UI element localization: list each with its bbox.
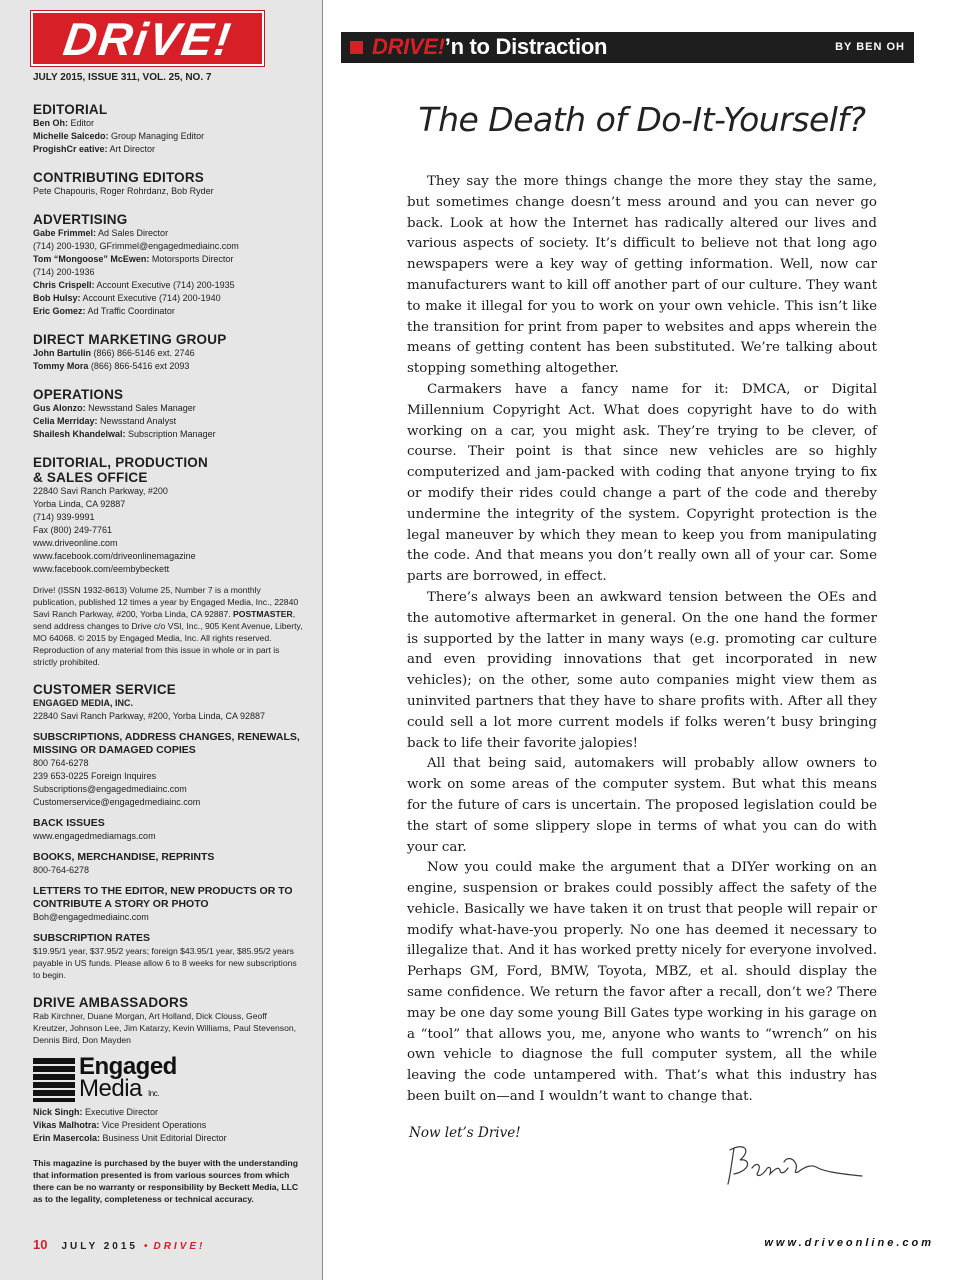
masthead [33,96,303,1205]
disclaimer: This magazine is purchased by the buyer with the understanding that information presented is from various sources from which there can be no warranty or responsibility by Beckett Media, LLC as to the legality, completeness or technical accuracy. [33,1158,299,1204]
letters-heading: LETTERS TO THE EDITOR, NEW PRODUCTS OR TO [33,885,293,897]
footer-url: www.driveonline.com [764,1237,934,1249]
footer-magazine: DRIVE! [153,1241,206,1252]
subscriptions-line: Customerservice@engagedmediainc.com [33,797,201,807]
office-line: Yorba Linda, CA 92887 [33,499,126,509]
column-title: DRIVE!’n to Distraction [372,34,608,59]
masthead-row: Bob Hulsy: Account Executive (714) 200-1940 [33,293,221,303]
office-line: www.facebook.com/eembybeckett [33,564,170,574]
back-issues-url: www.engagedmediamags.com [33,831,156,841]
legal-notice: Drive! (ISSN 1932-8613) Volume 25, Number 7 is a monthly publication, published 12 times a year by Engaged Media, Inc., 22840 Savi Ranch Parkway, #200, Yorba Linda, CA 92887. POSTMASTER, send address changes to Drive c/o VSI, Inc., 905 Kent Avenue, Liberty, MO 64068. © 2015 by Engaged Media, Inc. All rights reserved. Reproduction of any material from this issue in whole or in part is strictly prohibited. [33,585,303,667]
company-name: ENGAGED MEDIA, INC. [33,698,134,708]
article-paragraph: Now you could make the argument that a DIYer working on an engine, suspension or brakes could possibly affect the safety of the vehicle. Basically we have taken it on trust that people will repair or modify what-have-you properly. No one has deemed it necessary to illegalize that. And it has worked pretty nicely for everyone involved. Perhaps GM, Ford, BMW, Toyota, MBZ, et al. should display the same confidence. We return the favor after a recall, don’t we? There may be one day some young Bill Gates type working in his garage on a “tool” that allows you, me, anyone who wants to “wrench” on his own vehicle to diagnose the full computer system, all the while leaving the code untampered with. That’s what this industry has been built on—and I wouldn’t want to change that. [407,860,877,1105]
books-phone: 800-764-6278 [33,865,90,875]
masthead-row: (714) 200-1936 [33,267,95,277]
footer-bullet: • [143,1241,148,1252]
letters-email: Boh@engagedmediainc.com [33,912,149,922]
operations-heading: OPERATIONS [33,387,124,402]
logo-text: DRiVE! [59,12,236,65]
article-paragraph: They say the more things change the more they stay the same, but sometimes change doesn’t mess around and you can never go back. Look at how the Internet has radically altered our lives and various aspects of society. It’s difficult to believe not that long ago newspapers were a key way of getting information. Well, now car manufacturers want to kill off another part of our culture. They want to make it illegal for you to work on your own vehicle. This isn’t like the transition for print from paper to websites and apps wherein the means of getting content has been substituted. We’re talking about stopping something altogether. [407,174,877,377]
masthead-row: Chris Crispell: Account Executive (714) 200-1935 [33,280,235,290]
ambassadors-names: Rab Kirchner, Duane Morgan, Art Holland, Dick Clouss, Geoff Kreutzer, Johnson Lee, Jim Katarzy, Kevin Williams, Paul Stevenson, Dennis Bird, Don Mayden [33,1011,297,1045]
rates-text: $19.95/1 year, $37.95/2 years; foreign $43.95/1 year, $85.95/2 years payable in US funds. Please allow 6 to 8 weeks for new subscriptions to begin. [33,946,297,980]
masthead-row: Gabe Frimmel: Ad Sales Director [33,228,169,238]
drive-logo [31,11,264,66]
subscriptions-line: 239 653-0225 Foreign Inquires [33,771,157,781]
office-line: Fax (800) 249-7761 [33,525,113,535]
executive-row: Erin Masercola: Business Unit Editorial Director [33,1133,227,1143]
masthead-row: ProgishCr eative: Art Director [33,144,156,154]
advertising-heading: ADVERTISING [33,212,128,227]
executive-row: Nick Singh: Executive Director [33,1107,159,1117]
contributing-heading: CONTRIBUTING EDITORS [33,170,205,185]
sidebar-divider [322,0,323,1280]
article-paragraph: There’s always been an awkward tension between the OEs and the automotive aftermarket in general. On the one hand the former is supported by the latter in many ways (e.g. promoting car culture and even providing innovations that get incorporated in new vehicles); on the other, some auto companies might view them as uninvited partners that they have to share profits with. After all they could sell a lot more current models if folks weren’t busy bringing back to life their favorite jalopies! [407,589,877,751]
books-heading: BOOKS, MERCHANDISE, REPRINTS [33,851,215,863]
masthead-row: John Bartulin (866) 866-5146 ext. 2746 [33,348,195,358]
engaged-logo-text: Engaged Media Inc. [79,1053,177,1102]
subscriptions-heading-2: MISSING OR DAMAGED COPIES [33,744,196,756]
masthead-row: Ben Oh: Editor [33,118,95,128]
page-number: 10 [33,1237,48,1252]
office-line: (714) 939-9991 [33,512,95,522]
masthead-row: Celia Merriday: Newsstand Analyst [33,416,177,426]
subscriptions-line: 800 764-6278 [33,758,89,768]
subscriptions-line: Subscriptions@engagedmediainc.com [33,784,187,794]
signoff: Now let’s Drive! [409,1125,521,1141]
issue-line: JULY 2015, ISSUE 311, VOL. 25, NO. 7 [33,72,212,83]
masthead-row: Tom “Mongoose” McEwen: Motorsports Director [33,254,234,264]
masthead-row: Gus Alonzo: Newsstand Sales Manager [33,403,196,413]
rates-heading: SUBSCRIPTION RATES [33,932,151,944]
page-footer [33,1237,205,1252]
company-address: 22840 Savi Ranch Parkway, #200, Yorba Linda, CA 92887 [33,711,266,721]
letters-heading-2: CONTRIBUTE A STORY OR PHOTO [33,898,209,910]
article-paragraph: All that being said, automakers will probably allow owners to work on some areas of the computer system. But what this means for the future of cars is uncertain. The proposed legislation could be the start of some slippery slope in terms of what you can do with your car. [407,756,877,855]
footer-month: JULY 2015 [61,1241,138,1252]
executive-row: Vikas Malhotra: Vice President Operations [33,1120,207,1130]
office-heading: EDITORIAL, PRODUCTION [33,455,208,470]
masthead-row: Shailesh Khandelwal: Subscription Manager [33,429,216,439]
engaged-media-logo [33,1053,303,1106]
article-paragraph: Carmakers have a fancy name for it: DMCA, or Digital Millennium Copyright Act. What does copyright have to do with working on a car, you might ask. They’re trying to be clever, of course. Their point is that since new vehicles are so highly computerized and jam-packed with coding that anyone trying to fix or modify their rides could change a part of the code and thereby undermine the integrity of the system. Copyright protection is the legal maneuver by which they mean to keep you from manipulating the code. And that means you don’t really own all of your car. Some parts are borrowed, in effect. [407,381,877,585]
back-issues-heading: BACK ISSUES [33,817,105,829]
header-square-icon [350,41,363,54]
office-line: 22840 Savi Ranch Parkway, #200 [33,486,168,496]
engaged-bars-icon [33,1058,75,1102]
customer-service-heading: CUSTOMER SERVICE [33,682,176,697]
article-title: The Death of Do-It-Yourself? [418,100,866,139]
office-heading-2: & SALES OFFICE [33,470,148,485]
masthead-row: Michelle Salcedo: Group Managing Editor [33,131,205,141]
masthead-row: Tommy Mora (866) 866-5416 ext 2093 [33,361,190,371]
byline: BY BEN OH [835,41,905,53]
office-line: www.driveonline.com [33,538,118,548]
direct-marketing-heading: DIRECT MARKETING GROUP [33,332,227,347]
office-line: www.facebook.com/driveonlinemagazine [33,551,196,561]
article-body [407,172,877,1108]
subscriptions-heading: SUBSCRIPTIONS, ADDRESS CHANGES, RENEWALS, [33,731,300,743]
masthead-row: Eric Gomez: Ad Traffic Coordinator [33,306,175,316]
contributing-names: Pete Chapouris, Roger Rohrdanz, Bob Ryder [33,186,214,196]
masthead-row: (714) 200-1930, GFrimmel@engagedmediainc.com [33,241,239,251]
ambassadors-heading: DRIVE AMBASSADORS [33,995,189,1010]
signature [722,1140,872,1190]
editorial-heading: EDITORIAL [33,102,108,117]
